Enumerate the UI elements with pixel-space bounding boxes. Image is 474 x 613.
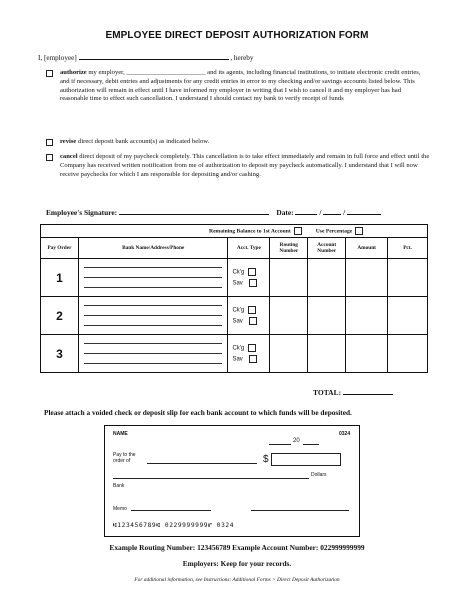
account-number-field[interactable] — [308, 259, 346, 297]
option-text: direct deposit bank account(s) as indicated below. — [78, 138, 210, 145]
account-number-field[interactable] — [308, 335, 346, 373]
bank-info-field[interactable] — [78, 259, 228, 297]
check-dollars-blank — [113, 478, 309, 479]
total-label: TOTAL: — [313, 388, 342, 397]
footer-note: For additional information, see Instructions: Additional Forms > Direct Deposit Authorization — [134, 577, 340, 583]
header-bank: Bank Name/Address/Phone — [78, 238, 228, 259]
checking-checkbox[interactable] — [248, 306, 256, 314]
savings-label: Sav — [232, 280, 243, 287]
checkbox-authorize[interactable] — [46, 70, 53, 77]
date-label: Date: — [276, 208, 294, 217]
check-number: 0324 — [339, 431, 351, 437]
header-routing: Routing Number — [270, 238, 308, 259]
savings-checkbox[interactable] — [249, 279, 257, 287]
example-numbers: Example Routing Number: 123456789 Example Account Number: 022999999999 — [109, 543, 365, 552]
remaining-balance-checkbox[interactable] — [294, 227, 302, 235]
routing-number-field[interactable] — [270, 259, 308, 297]
option-revise[interactable] — [60, 138, 430, 147]
check-name-label: NAME — [113, 431, 128, 437]
account-table — [40, 224, 428, 373]
employers-note: Employers: Keep for your records. — [182, 559, 292, 568]
checking-label: Ck'g — [232, 269, 245, 276]
attach-note: Please attach a voided check or deposit slip for each bank account to which funds will be deposited. — [44, 408, 352, 417]
check-amount-box — [271, 453, 341, 466]
header-acct-type: Acct. Type — [228, 238, 270, 259]
check-date-blank — [269, 444, 291, 445]
option-text: my employer, ________________________ and its agents, including financial institutions, to initiate electronic credit entries, and if necessary, debit entries and adjustments for any credit entries in error to my checking and/or savings accounts listed below. This authorization will remain in effect until I have informed my employer in writing that I wish to cancel it and my employer has had reasonable time to effect such cancellation. I understand I should contact my bank to verify receipt of funds — [60, 69, 421, 103]
amount-field[interactable] — [346, 335, 388, 373]
option-keyword: revise — [60, 138, 77, 145]
checking-label: Ck'g — [232, 345, 245, 352]
check-dollar-sign: $ — [263, 454, 269, 465]
signature-label: Employee's Signature: — [46, 208, 118, 217]
check-memo-label: Memo — [113, 506, 127, 512]
checkbox-revise[interactable] — [46, 139, 53, 146]
date-day-field[interactable] — [323, 207, 341, 215]
pct-field[interactable] — [388, 297, 428, 335]
header-pay-order: Pay Order — [41, 238, 79, 259]
account-number-field[interactable] — [308, 297, 346, 335]
total-line — [313, 387, 393, 397]
bank-info-field[interactable] — [78, 297, 228, 335]
signature-line: Employee's Signature: Date: / / — [46, 207, 381, 217]
use-percentage-checkbox[interactable] — [355, 227, 363, 235]
routing-number-field[interactable] — [270, 335, 308, 373]
savings-label: Sav — [232, 356, 243, 363]
use-percentage-label: Use Percentage — [315, 228, 353, 235]
savings-label: Sav — [232, 318, 243, 325]
acct-type-cell — [228, 335, 270, 373]
date-month-field[interactable] — [295, 207, 317, 215]
pay-order-number: 2 — [41, 297, 79, 335]
header-account: Account Number — [308, 238, 346, 259]
header-pct: Pct. — [388, 238, 428, 259]
signature-field[interactable] — [119, 207, 269, 215]
pay-order-number: 1 — [41, 259, 79, 297]
option-cancel[interactable] — [60, 153, 430, 179]
table-row — [41, 335, 428, 373]
date-year-field[interactable] — [347, 207, 381, 215]
use-percentage-option[interactable] — [308, 225, 428, 238]
option-authorize[interactable] — [60, 69, 430, 104]
checking-label: Ck'g — [232, 307, 245, 314]
option-keyword: authorize — [60, 69, 87, 76]
acct-type-cell — [228, 259, 270, 297]
check-year-blank — [303, 444, 319, 445]
checking-checkbox[interactable] — [248, 344, 256, 352]
check-dollars-label: Dollars — [311, 472, 327, 478]
amount-field[interactable] — [346, 259, 388, 297]
savings-checkbox[interactable] — [249, 317, 257, 325]
check-payto-label: Pay to the order of — [113, 452, 136, 464]
check-memo-blank — [131, 510, 211, 511]
intro-prefix: I, [employee] — [38, 54, 77, 62]
allocation-row — [41, 225, 428, 238]
checkbox-cancel[interactable] — [46, 154, 53, 161]
bank-info-field[interactable] — [78, 335, 228, 373]
table-header — [41, 238, 428, 259]
acct-type-cell — [228, 297, 270, 335]
routing-number-field[interactable] — [270, 297, 308, 335]
pct-field[interactable] — [388, 259, 428, 297]
header-amount: Amount — [346, 238, 388, 259]
pay-order-number: 3 — [41, 335, 79, 373]
check-year-label: 20 — [293, 438, 300, 444]
employee-name-blank[interactable] — [79, 53, 229, 60]
check-payto-blank — [147, 463, 257, 464]
remaining-balance-label: Remaining Balance to 1st Account — [209, 228, 291, 235]
checking-checkbox[interactable] — [248, 268, 256, 276]
form-title: EMPLOYEE DIRECT DEPOSIT AUTHORIZATION FORM — [105, 30, 369, 41]
check-micr-line: ⑆123456789⑆ 0229999999⑈ 0324 — [113, 522, 235, 529]
total-field[interactable] — [343, 387, 393, 395]
intro-suffix: , hereby — [230, 54, 254, 62]
pct-field[interactable] — [388, 335, 428, 373]
table-row — [41, 297, 428, 335]
option-text: direct deposit of my paycheck completely. This cancellation is to take effect immediately and remain in full force and effect until the Company has received written notification from me of authorization to deposit my paycheck automatically. I understand that I will now receive paychecks for which I am responsible for depositing and/or cashing. — [60, 153, 430, 178]
check-bank-label: Bank — [113, 483, 125, 489]
check-signature-blank — [251, 510, 349, 511]
intro-line — [38, 53, 253, 62]
remaining-balance-option[interactable] — [78, 225, 307, 238]
table-row — [41, 259, 428, 297]
amount-field[interactable] — [346, 297, 388, 335]
option-keyword: cancel — [60, 153, 78, 160]
sample-check — [104, 425, 360, 537]
savings-checkbox[interactable] — [249, 355, 257, 363]
